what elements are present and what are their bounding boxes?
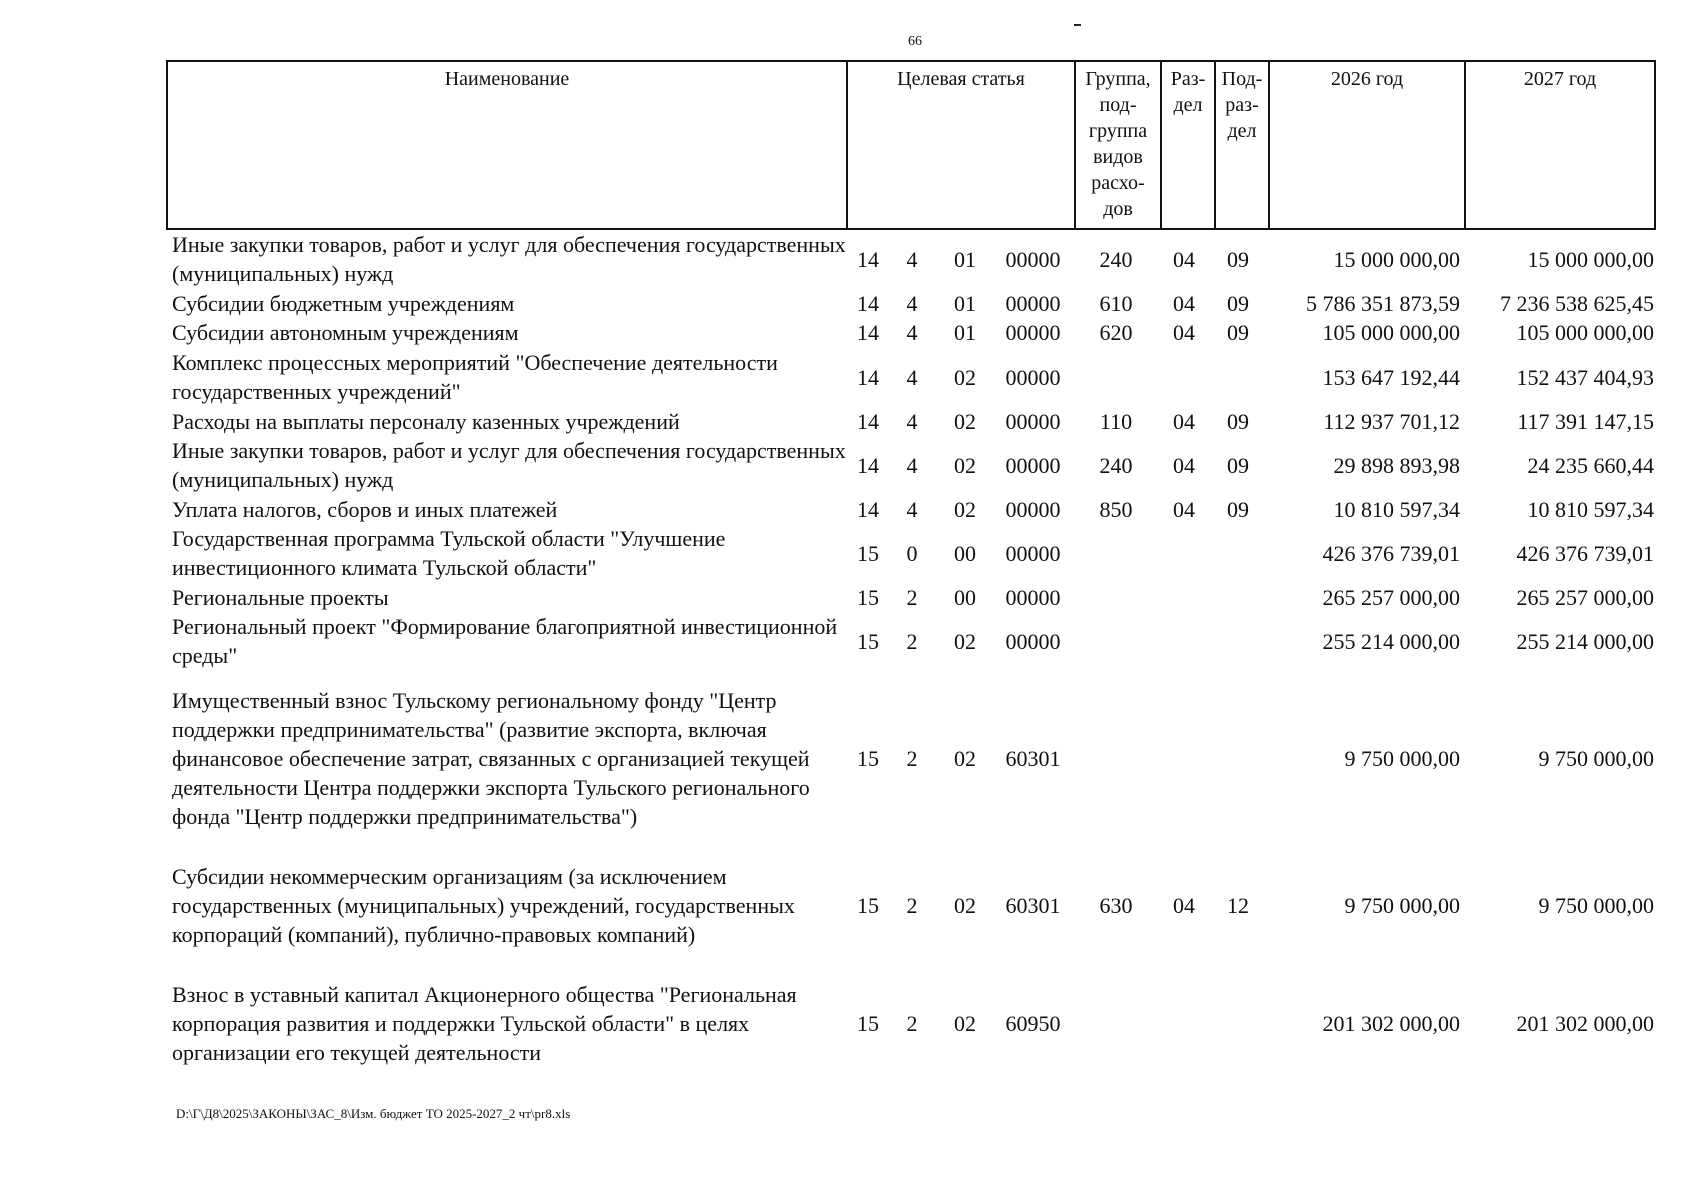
target-article-direction: 60301 — [1005, 746, 1061, 771]
target-article-program: 15 — [857, 1011, 879, 1036]
target-article-event: 01 — [954, 291, 976, 316]
target-article-type: 2 — [906, 746, 918, 771]
target-article-program: 14 — [857, 320, 879, 345]
header-name: Наименование — [444, 68, 570, 90]
amount-2027: 426 376 739,01 — [1516, 541, 1654, 566]
target-article-program: 14 — [857, 291, 879, 316]
subsection: 09 — [1227, 409, 1249, 434]
target-article-program: 15 — [857, 746, 879, 771]
section: 04 — [1173, 320, 1195, 345]
subsection: 09 — [1227, 497, 1249, 522]
target-article-direction: 00000 — [1005, 629, 1061, 654]
target-article-type: 4 — [906, 409, 918, 434]
target-article-program: 15 — [857, 893, 879, 918]
target-article-event: 02 — [954, 453, 976, 478]
target-article-direction: 00000 — [1005, 320, 1061, 345]
target-article-direction: 00000 — [1005, 453, 1061, 478]
file-path-footer: D:\Г\Д8\2025\ЗАКОНЫ\ЗАС_8\Изм. бюджет ТО 2025-2027_2 чт\pr8.xls — [176, 1106, 571, 1121]
target-article-program: 14 — [857, 497, 879, 522]
row-name: Иные закупки товаров, работ и услуг для обеспечения государственных (муниципальных) нужд — [172, 232, 846, 286]
amount-2027: 255 214 000,00 — [1516, 629, 1654, 654]
subsection: 09 — [1227, 453, 1249, 478]
row-name: Субсидии некоммерческим организациям (за исключением государственных (муниципальных) учреждений, государственных корпораций (компаний), публично-правовых компаний) — [172, 864, 795, 947]
target-article-event: 02 — [954, 1011, 976, 1036]
target-article-direction: 00000 — [1005, 541, 1061, 566]
section: 04 — [1173, 497, 1195, 522]
amount-2026: 9 750 000,00 — [1344, 746, 1460, 771]
expense-group: 630 — [1099, 893, 1133, 918]
page-number: 66 — [908, 34, 922, 49]
header-expense-group: Группа, под-группа видов расхо-дов — [1074, 62, 1160, 228]
amount-2027: 117 391 147,15 — [1517, 409, 1654, 434]
amount-2026: 265 257 000,00 — [1322, 585, 1460, 610]
target-article-program: 15 — [857, 585, 879, 610]
subsection: 09 — [1227, 247, 1249, 272]
amount-2026: 201 302 000,00 — [1322, 1011, 1460, 1036]
header-target-article: Целевая статья — [846, 62, 1074, 228]
header-section: Раз-дел — [1160, 62, 1214, 228]
target-article-direction: 00000 — [1005, 247, 1061, 272]
target-article-event: 02 — [954, 409, 976, 434]
target-article-direction: 60950 — [1005, 1011, 1061, 1036]
target-article-type: 4 — [906, 291, 918, 316]
target-article-direction: 00000 — [1005, 409, 1061, 434]
target-article-program: 15 — [857, 629, 879, 654]
row-name: Уплата налогов, сборов и иных платежей — [172, 497, 558, 522]
target-article-direction: 00000 — [1005, 585, 1061, 610]
target-article-program: 14 — [857, 453, 879, 478]
row-name: Региональные проекты — [172, 585, 389, 610]
target-article-event: 01 — [954, 320, 976, 345]
expense-group: 610 — [1099, 291, 1133, 316]
row-name: Взнос в уставный капитал Акционерного общества "Региональная корпорация развития и поддержки Тульской области" в целях организации его текущей деятельности — [172, 982, 797, 1065]
header-subsection: Под-раз-дел — [1214, 62, 1268, 228]
target-article-program: 15 — [857, 541, 879, 566]
target-article-event: 01 — [954, 247, 976, 272]
target-article-direction: 00000 — [1005, 365, 1061, 390]
amount-2027: 24 235 660,44 — [1527, 453, 1654, 478]
target-article-event: 02 — [954, 365, 976, 390]
section: 04 — [1173, 409, 1195, 434]
expense-group: 620 — [1099, 320, 1133, 345]
row-name: Имущественный взнос Тульскому региональному фонду "Центр поддержки предпринимательства" (развитие экспорта, включая финансовое обеспечение затрат, связанных с организацией текущей деятельности Центра поддержки экспорта Тульского регионального фонда "Центр поддержки предпринимательства") — [172, 688, 810, 829]
section: 04 — [1173, 893, 1195, 918]
target-article-type: 2 — [906, 629, 918, 654]
target-article-type: 4 — [906, 320, 918, 345]
amount-2026: 5 786 351 873,59 — [1306, 291, 1460, 316]
header-2026: 2026 год — [1268, 62, 1464, 228]
amount-2027: 10 810 597,34 — [1527, 497, 1654, 522]
row-name: Субсидии автономным учреждениям — [172, 320, 519, 345]
target-article-event: 02 — [954, 746, 976, 771]
target-article-program: 14 — [857, 365, 879, 390]
target-article-direction: 00000 — [1005, 291, 1061, 316]
amount-2026: 105 000 000,00 — [1322, 320, 1460, 345]
scan-mark — [1074, 24, 1081, 26]
table-header — [166, 60, 1656, 230]
subsection: 09 — [1227, 291, 1249, 316]
target-article-type: 4 — [906, 453, 918, 478]
amount-2026: 15 000 000,00 — [1333, 247, 1460, 272]
amount-2026: 29 898 893,98 — [1333, 453, 1460, 478]
target-article-program: 14 — [857, 409, 879, 434]
row-name: Расходы на выплаты персоналу казенных учреждений — [172, 409, 680, 434]
amount-2026: 10 810 597,34 — [1333, 497, 1460, 522]
target-article-program: 14 — [857, 247, 879, 272]
target-article-event: 02 — [954, 497, 976, 522]
target-article-event: 02 — [954, 893, 976, 918]
amount-2027: 15 000 000,00 — [1527, 247, 1654, 272]
target-article-direction: 60301 — [1005, 893, 1061, 918]
amount-2027: 105 000 000,00 — [1516, 320, 1654, 345]
expense-group: 240 — [1099, 453, 1133, 478]
amount-2027: 152 437 404,93 — [1516, 365, 1654, 390]
target-article-type: 0 — [906, 541, 918, 566]
target-article-type: 2 — [906, 1011, 918, 1036]
target-article-event: 00 — [954, 541, 976, 566]
amount-2026: 9 750 000,00 — [1344, 893, 1460, 918]
expense-group: 110 — [1099, 409, 1133, 434]
expense-group: 240 — [1099, 247, 1133, 272]
target-article-type: 4 — [906, 247, 918, 272]
subsection: 12 — [1227, 893, 1249, 918]
target-article-type: 4 — [906, 497, 918, 522]
amount-2026: 153 647 192,44 — [1322, 365, 1460, 390]
target-article-event: 02 — [954, 629, 976, 654]
expense-group: 850 — [1099, 497, 1133, 522]
row-name: Региональный проект "Формирование благоприятной инвестиционной среды" — [172, 614, 838, 668]
target-article-direction: 00000 — [1005, 497, 1061, 522]
row-name: Иные закупки товаров, работ и услуг для обеспечения государственных (муниципальных) нужд — [172, 438, 846, 492]
amount-2027: 201 302 000,00 — [1516, 1011, 1654, 1036]
amount-2027: 9 750 000,00 — [1538, 893, 1654, 918]
row-name: Комплекс процессных мероприятий "Обеспечение деятельности государственных учреждений" — [172, 350, 778, 404]
amount-2026: 112 937 701,12 — [1323, 409, 1460, 434]
header-2027: 2027 год — [1464, 62, 1654, 228]
section: 04 — [1173, 453, 1195, 478]
amount-2027: 9 750 000,00 — [1538, 746, 1654, 771]
row-name: Субсидии бюджетным учреждениям — [172, 291, 515, 316]
amount-2027: 7 236 538 625,45 — [1500, 291, 1654, 316]
section: 04 — [1173, 247, 1195, 272]
target-article-type: 4 — [906, 365, 918, 390]
amount-2026: 426 376 739,01 — [1322, 541, 1460, 566]
subsection: 09 — [1227, 320, 1249, 345]
amount-2026: 255 214 000,00 — [1322, 629, 1460, 654]
target-article-event: 00 — [954, 585, 976, 610]
row-name: Государственная программа Тульской области "Улучшение инвестиционного климата Тульской области" — [172, 526, 726, 580]
target-article-type: 2 — [906, 585, 918, 610]
amount-2027: 265 257 000,00 — [1516, 585, 1654, 610]
section: 04 — [1173, 291, 1195, 316]
target-article-type: 2 — [906, 893, 918, 918]
